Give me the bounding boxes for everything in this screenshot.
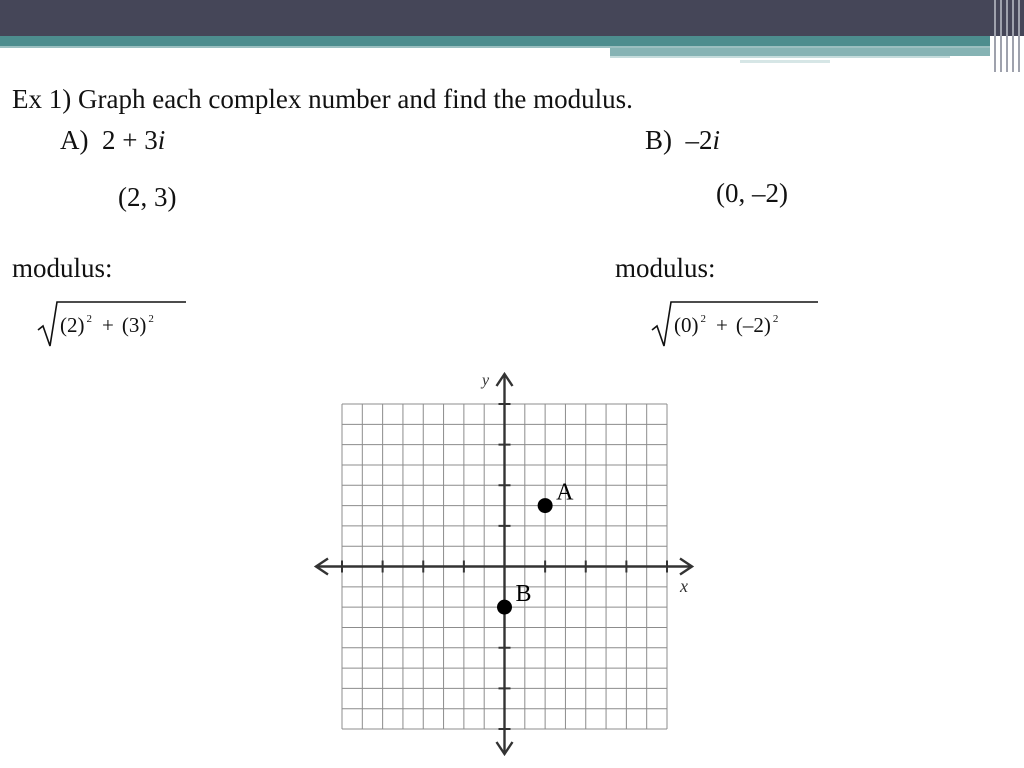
part-b-imag-unit: i: [712, 125, 721, 155]
part-a-point: (2, 3): [118, 182, 177, 212]
part-a-sqrt-exp1: 2: [86, 313, 92, 325]
part-a-op: +: [122, 125, 138, 155]
part-b-coeff: –2: [685, 125, 713, 155]
part-b-letter: B): [645, 125, 672, 155]
part-b-sqrt-exp2: 2: [772, 313, 779, 325]
plotted-point-a: [538, 498, 553, 513]
part-a-modulus-label: modulus:: [12, 253, 113, 283]
part-a-real: 2: [102, 125, 116, 155]
part-b-point: (0, –2): [716, 178, 788, 208]
point-label-b: B: [515, 581, 532, 608]
part-a-letter: A): [60, 125, 89, 155]
y-axis-label: y: [482, 372, 490, 389]
part-a-sqrt-term1: (2): [60, 313, 85, 337]
part-a-imag-coeff: 3: [144, 125, 158, 155]
axes: [316, 374, 692, 754]
part-b-sqrt-term2: (–2): [735, 313, 771, 337]
part-a-sqrt-op: +: [102, 313, 114, 337]
x-axis-label: x: [680, 576, 688, 596]
part-b-modulus-label: modulus:: [615, 253, 716, 283]
part-a-imag-unit: i: [157, 125, 166, 155]
part-b-sqrt-op: +: [716, 313, 728, 337]
part-b-sqrt-term1: (0): [674, 313, 699, 337]
example-heading: Ex 1) Graph each complex number and find the modulus.: [12, 84, 633, 114]
plotted-point-b: [497, 600, 512, 615]
part-a-sqrt-term2: (3): [121, 313, 147, 337]
plotted-points: [497, 480, 574, 615]
part-b-sqrt-exp1: 2: [700, 313, 706, 325]
point-label-a: A: [556, 479, 574, 506]
part-a-sqrt-exp2: 2: [148, 313, 154, 325]
